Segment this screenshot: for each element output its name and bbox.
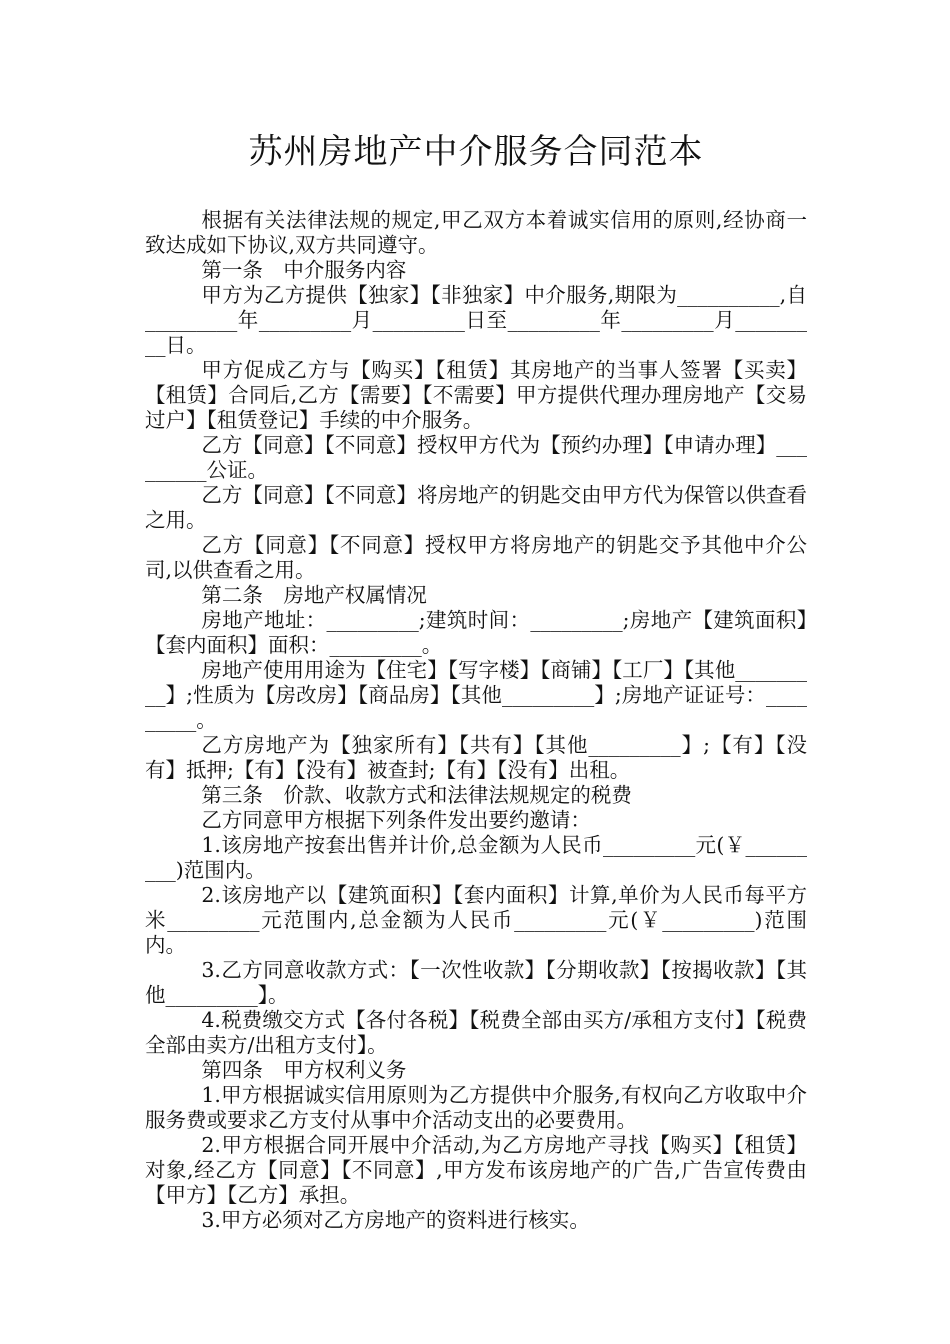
property-usage-paragraph: 房地产使用用途为【住宅】【写字楼】【商铺】【工厂】【其他_________】;性质为【房改房】【商品房】【其他_________】;房地产证证号：_________。 bbox=[145, 658, 807, 732]
article-4-heading: 第四条 甲方权利义务 bbox=[201, 1058, 407, 1082]
rights-item-2: 2.甲方根据合同开展中介活动,为乙方房地产寻找【购买】【租赁】对象,经乙方【同意】【不同意】,甲方发布该房地产的广告,广告宣传费由【甲方】【乙方】承担。 bbox=[145, 1133, 807, 1207]
service-term-paragraph: 甲方为乙方提供【独家】【非独家】中介服务,期限为__________,自_________年_________月_________日至_________年_________月_________日。 bbox=[145, 283, 807, 357]
price-item-3: 3.乙方同意收款方式：【一次性收款】【分期收款】【按揭收款】【其他_________】。 bbox=[145, 958, 807, 1007]
document-title: 苏州房地产中介服务合同范本 bbox=[248, 132, 704, 172]
agency-scope-paragraph: 甲方促成乙方与【购买】【租赁】其房地产的当事人签署【买卖】【租赁】合同后,乙方【需要】【不需要】甲方提供代理办理房地产【交易过户】【租赁登记】手续的中介服务。 bbox=[145, 358, 807, 432]
intro-paragraph: 根据有关法律法规的规定,甲乙双方本着诚实信用的原则,经协商一致达成如下协议,双方共同遵守。 bbox=[145, 208, 807, 257]
key-transfer-paragraph: 乙方【同意】【不同意】授权甲方将房地产的钥匙交予其他中介公司,以供查看之用。 bbox=[145, 533, 807, 582]
price-item-4: 4.税费缴交方式【各付各税】【税费全部由买方/承租方支付】【税费全部由卖方/出租方支付】。 bbox=[145, 1008, 807, 1057]
notary-paragraph: 乙方【同意】【不同意】授权甲方代为【预约办理】【申请办理】_________公证。 bbox=[145, 433, 807, 482]
rights-item-3: 3.甲方必须对乙方房地产的资料进行核实。 bbox=[201, 1208, 590, 1232]
document-body bbox=[145, 208, 807, 1233]
document-page bbox=[145, 118, 807, 1233]
property-address-paragraph: 房地产地址：_________;建筑时间：_________;房地产【建筑面积】【套内面积】面积：_________。 bbox=[145, 608, 807, 657]
key-custody-paragraph: 乙方【同意】【不同意】将房地产的钥匙交由甲方代为保管以供查看之用。 bbox=[145, 483, 807, 532]
rights-item-1: 1.甲方根据诚实信用原则为乙方提供中介服务,有权向乙方收取中介服务费或要求乙方支付从事中介活动支出的必要费用。 bbox=[145, 1083, 807, 1132]
article-3-heading: 第三条 价款、收款方式和法律法规规定的税费 bbox=[201, 783, 632, 807]
article-2-heading: 第二条 房地产权属情况 bbox=[201, 583, 427, 607]
offer-invitation-paragraph: 乙方同意甲方根据下列条件发出要约邀请： bbox=[201, 808, 591, 832]
price-item-2: 2.该房地产以【建筑面积】【套内面积】计算,单价为人民币每平方米_________元范围内,总金额为人民币_________元(￥_________)范围内。 bbox=[145, 883, 807, 957]
property-ownership-paragraph: 乙方房地产为【独家所有】【共有】【其他_________】;【有】【没有】抵押;【有】【没有】被查封;【有】【没有】出租。 bbox=[145, 733, 807, 782]
price-item-1: 1.该房地产按套出售并计价,总金额为人民币_________元(￥_________)范围内。 bbox=[145, 833, 807, 882]
article-1-heading: 第一条 中介服务内容 bbox=[201, 258, 407, 282]
